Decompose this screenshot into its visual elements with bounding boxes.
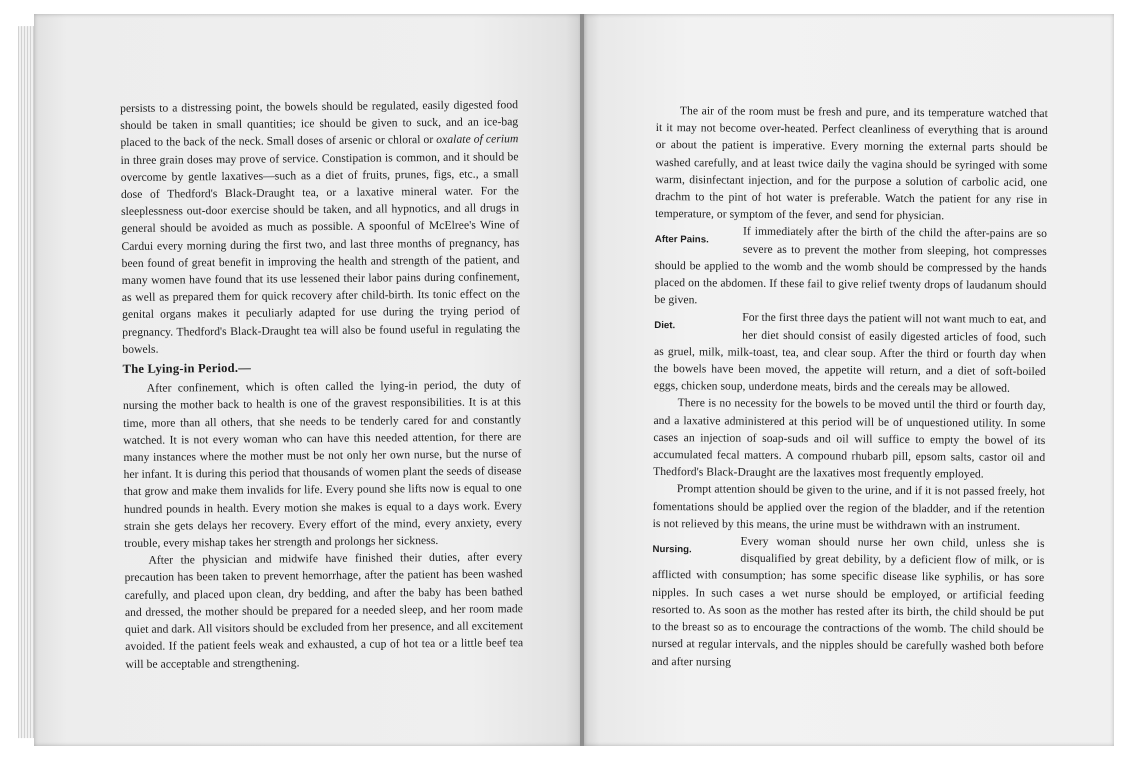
left-page <box>34 14 582 746</box>
diet-section <box>654 308 1047 397</box>
side-heading-after-pains: After Pains. <box>654 234 709 246</box>
paragraph-nursing: Every woman should nurse her own child, unless she is disqualified by great debility, by a deficient flow of milk, or is afflicted with consumption; has some specific disease like syphilis, or has sore nipples. In such cases a wet nurse should be employed, or artificial feeding resorted to. As soon as the mother has rested after its birth, the child should be put to the breast so as to encourage the contractions of the womb. The child should be nursed at regular intervals, and the nipples should be carefully washed both before and after nursing <box>651 534 1045 669</box>
paragraph-pregnancy-care: persists to a distressing point, the bowels should be regulated, easily digested food should be taken in small quantities; ice should be given to suck, and an ice-bag placed to the back of the neck. Small doses of arsenic or chloral or oxalate of cerium in three grain doses may prove of service. Constipation is common, and it should be overcome by gentle laxatives—such as a diet of fruits, prunes, figs, etc., a small dose of Thedford's Black-Draught tea, or a laxative mineral water. For the sleeplessness out-door exercise should be taken, and all hypnotics, and all drugs in general should be avoided as much as possible. A spoonful of McElree's Wine of Cardui every morning during the first two, and last three months of pregnancy, has been found of great benefit in improving the health and strength of the patient, and many women have found that its use lessened their labor pains during confinement, as well as prepared them for quick recovery after child-birth. Its tonic effect on the genital organs makes it peculiarly adapted for use during the trying period of pregnancy. Thedford's Black-Draught tea will also be found useful in regulating the bowels. <box>120 98 521 356</box>
right-page-text <box>652 102 1048 673</box>
section-heading-lying-in: The Lying-in Period.— <box>122 360 252 377</box>
paragraph-lying-in: After confinement, which is often called the lying-in period, the duty of nursing the mother back to health is one of the gravest responsibilities. It is at this time, more than all others, that she needs to be tenderly cared for and constantly watched. It is not every woman who can have this needed attention, for there are many instances where the mother must be not only her own nurse, but the nurse of her infant. It is during this period that thousands of women plant the seeds of disease that grow and make them invalids for life. Every pound she lifts now is equal to one hundred pounds in health. Every motion she makes is equal to a days work. Every strain she gets delays her recovery. Every effort of the mind, every anxiety, every trouble, every mishap takes her strength and prolongs her sickness. <box>122 378 523 551</box>
paragraph-room-air: The air of the room must be fresh and pure, and its temperature watched that it it may not become over-heated. Perfect cleanliness of everything that is around or about the patient is imperative. Every morning the external parts should be washed carefully, and at least twice daily the vagina should be syringed with some warm, disinfectant injection, and for the purpose a solution of carbolic acid, one drachm to the pint of hot water is preferable. Watch the patient for any rise in temperature, or symptom of the fever, and send for physician. <box>655 104 1048 223</box>
nursing-section <box>652 532 1045 673</box>
italic-term: oxalate of cerium <box>436 132 519 147</box>
left-page-text <box>120 96 523 672</box>
side-heading-diet: Diet. <box>654 320 676 332</box>
paragraph-bowels: There is no necessity for the bowels to be moved until the third or fourth day, and a laxative administered at this period will be of unquestioned utility. In some cases an injection of soap-suds and oil will suffice to empty the bowel of its accumulated fecal matters. A compound rhubarb pill, epsom salts, castor oil and Thedford's Black-Draught are the laxatives most frequently employed. <box>653 396 1046 481</box>
paragraph-after-pains: If immediately after the birth of the child the after-pains are so severe as to prevent the mother from sleeping, hot compresses should be applied to the womb and the womb should be compressed by the hands placed on the abdomen. If these fail to give relief twenty drops of laudanum should be given. <box>654 225 1048 307</box>
open-book <box>34 14 1114 746</box>
right-page <box>584 14 1114 746</box>
paragraph-after-physician: After the physician and midwife have finished their duties, after every precaution has been taken to prevent hemorrhage, after the patient has been washed carefully, and placed upon clean, dry bedding, and after the baby has been bathed and dressed, the mother should be prepared for a needed sleep, and her room made quiet and dark. All visitors should be excluded from her presence, and all excitement avoided. If the patient feels weak and exhausted, a cup of hot tea or a little beef tea will be acceptable and strengthening. <box>124 550 524 671</box>
paragraph-urine: Prompt attention should be given to the urine, and if it is not passed freely, hot fomentations should be applied over the region of the bladder, and if the retention is not relieved by this means, the urine must be withdrawn with an instrument. <box>652 482 1045 533</box>
after-pains-section <box>654 222 1047 311</box>
paragraph-diet: For the first three days the patient will not want much to eat, and her diet should consist of easily digested articles of food, such as gruel, milk, milk-toast, tea, and clear soup. After the third or fourth day when the bowels have been moved, the appetite will return, and a diet of soft-boiled eggs, chicken soup, underdone meats, birds and the cereals may be allowed. <box>653 311 1047 396</box>
side-heading-nursing: Nursing. <box>652 544 692 556</box>
